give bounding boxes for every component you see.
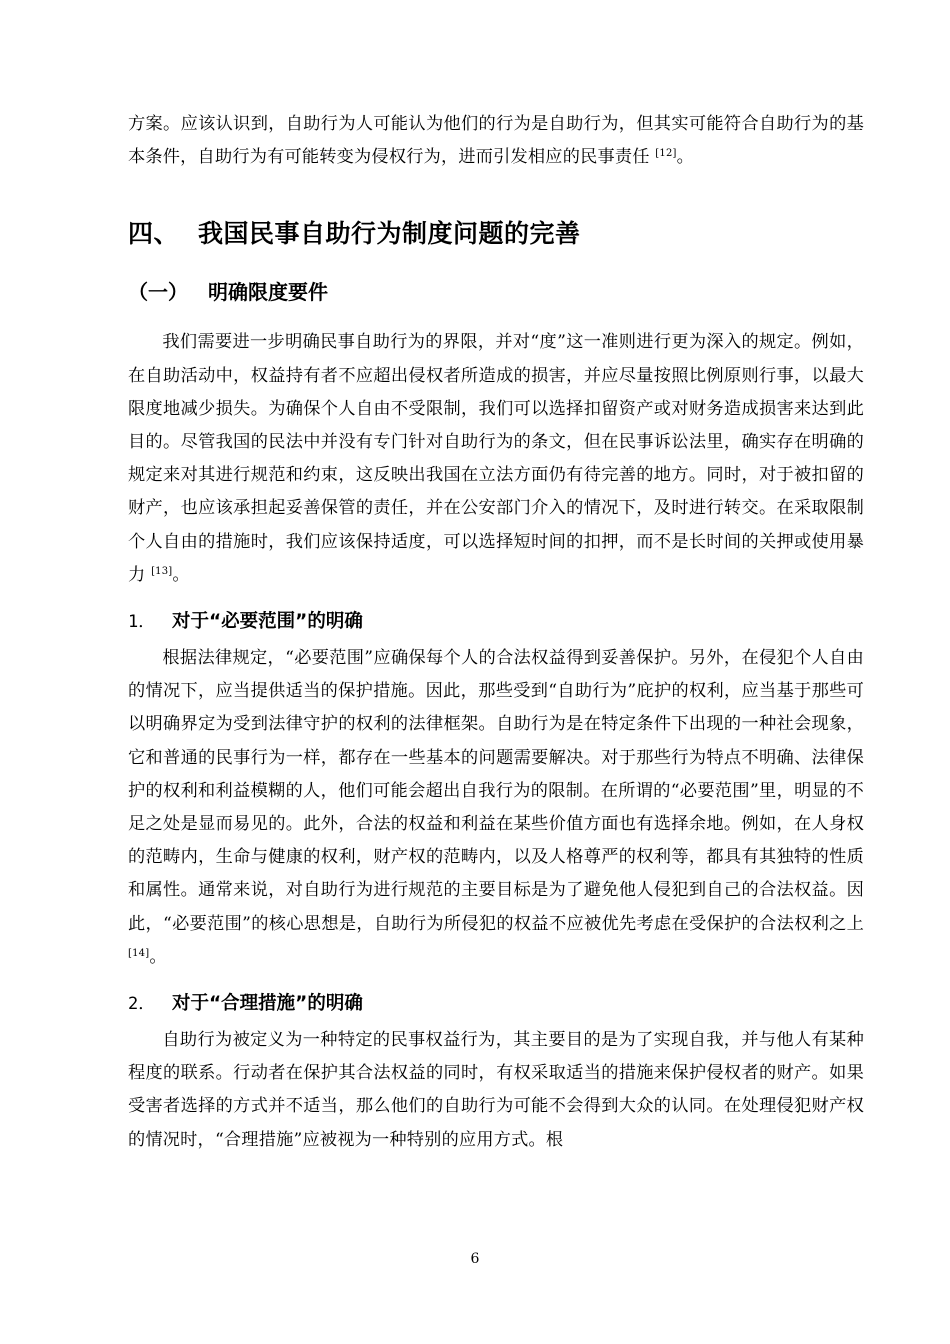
paragraph: [128, 642, 864, 974]
paragraph-tail: 。: [172, 564, 190, 585]
subsection-number: 1．: [128, 612, 156, 633]
paragraph-text: 自助行为被定义为一种特定的民事权益行为，其主要目的是为了实现自我，并与他人有某种程度的联系。行动者在保护其合法权益的同时，有权采取适当的措施来保护侵权者的财产。如果受害者选择的方式并不适当，那么他们的自助行为可能不会得到大众的认同。在处理侵犯财产权的情况时，“合理措施”应被视为一种特别的应用方式。根: [128, 1030, 864, 1150]
chapter-heading: [128, 214, 864, 254]
section-heading: [128, 276, 864, 308]
chapter-title: 我国民事自助行为制度问题的完善: [198, 219, 581, 249]
paragraph-text: 我们需要进一步明确民事自助行为的界限，并对“度”这一准则进行更为深入的规定。例如，在自助活动中，权益持有者不应超出侵权者所造成的损害，并应尽量按照比例原则行事，以最大限度地减少损失。为确保个人自由不受限制，我们可以选择扣留资产或对财务造成损害来达到此目的。尽管我国的民法中并没有专门针对自助行为的条文，但在民事诉讼法里，确实存在明确的规定来对其进行规范和约束，这反映出我国在立法方面仍有待完善的地方。同时，对于被扣留的财产，也应该承担起妥善保管的责任，并在公安部门介入的情况下，及时进行转交。在采取限制个人自由的措施时，我们应该保持适度，可以选择短时间的扣押，而不是长时间的关押或使用暴力: [128, 332, 864, 585]
paragraph-continued: [128, 108, 864, 174]
subsection-number: 2．: [128, 994, 156, 1015]
citation: [14]: [128, 947, 150, 959]
paragraph-tail: 。: [149, 946, 167, 967]
page-number: 6: [470, 1251, 480, 1267]
subsection-heading-2: [128, 988, 864, 1020]
paragraph-tail: 。: [676, 147, 695, 168]
subsection-title: 对于“必要范围”的明确: [172, 611, 363, 633]
section-number: （一）: [128, 280, 188, 305]
paragraph: [128, 326, 864, 592]
citation: [12]: [655, 148, 677, 160]
paragraph-text: 方案。应该认识到，自助行为人可能认为他们的行为是自助行为，但其实可能符合自助行为的基本条件，自助行为有可能转变为侵权行为，进而引发相应的民事责任: [128, 114, 864, 168]
section-title: 明确限度要件: [208, 280, 328, 305]
paragraph-text: 根据法律规定，“必要范围”应确保每个人的合法权益得到妥善保护。另外，在侵犯个人自由的情况下，应当提供适当的保护措施。因此，那些受到“自助行为”庇护的权利，应当基于那些可以明确界定为受到法律守护的权利的法律框架。自助行为是在特定条件下出现的一种社会现象，它和普通的民事行为一样，都存在一些基本的问题需要解决。对于那些行为特点不明确、法律保护的权利和利益模糊的人，他们可能会超出自我行为的限制。在所谓的“必要范围”里，明显的不足之处是显而易见的。此外，合法的权益和利益在某些价值方面也有选择余地。例如，在人身权的范畴内，生命与健康的权利，财产权的范畴内，以及人格尊严的权利等，都具有其独特的性质和属性。通常来说，对自助行为进行规范的主要目标是为了避免他人侵犯到自己的合法权益。因此，“必要范围”的核心思想是，自助行为所侵犯的权益不应被优先考虑在受保护的合法权利之上: [128, 648, 864, 934]
page-content: [128, 108, 864, 1157]
paragraph: [128, 1024, 864, 1157]
citation: [13]: [151, 565, 173, 577]
subsection-title: 对于“合理措施”的明确: [172, 993, 363, 1015]
subsection-heading-1: [128, 606, 864, 638]
chapter-number: 四、: [128, 219, 180, 249]
